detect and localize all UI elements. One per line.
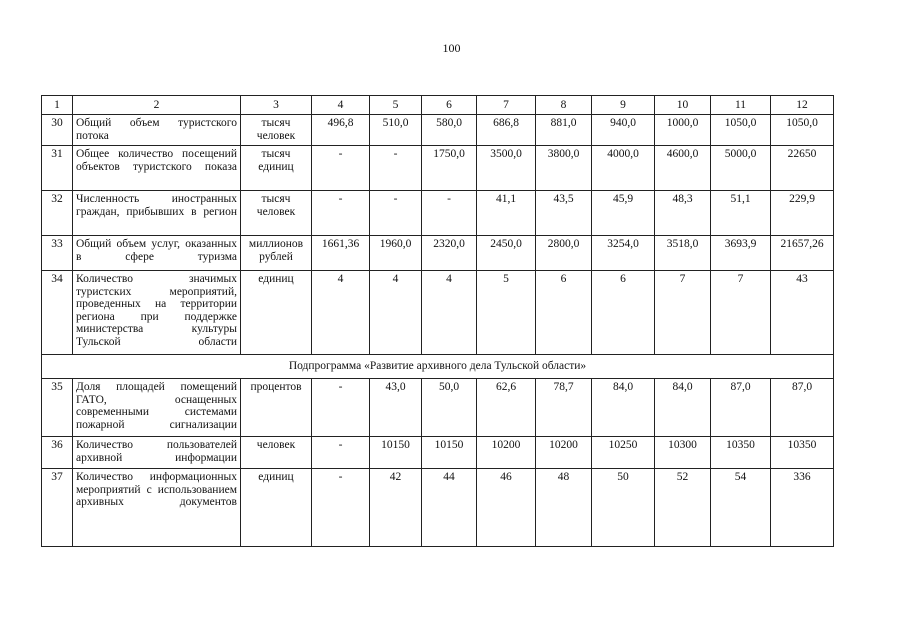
row-number: 35	[42, 379, 73, 437]
value-cell: 5000,0	[711, 146, 771, 191]
indicator-name: Общее количество посещений объектов туристского показа	[73, 146, 241, 191]
value-cell: 3254,0	[592, 236, 655, 271]
indicator-name: Численность иностранных граждан, прибывших в регион	[73, 191, 241, 236]
row-number: 30	[42, 115, 73, 146]
value-cell: 48,3	[655, 191, 711, 236]
column-number-header: 12	[771, 96, 834, 115]
value-cell: -	[312, 191, 370, 236]
value-cell: 2450,0	[477, 236, 536, 271]
column-number-header: 4	[312, 96, 370, 115]
value-cell: 940,0	[592, 115, 655, 146]
table-row	[42, 236, 834, 271]
value-cell: 50	[592, 469, 655, 547]
value-cell: 4	[422, 271, 477, 355]
value-cell: 881,0	[536, 115, 592, 146]
value-cell: 4	[370, 271, 422, 355]
value-cell: 686,8	[477, 115, 536, 146]
row-number: 33	[42, 236, 73, 271]
value-cell: 7	[655, 271, 711, 355]
value-cell: 10300	[655, 437, 711, 469]
page-number: 100	[442, 41, 461, 55]
table-body	[42, 96, 834, 547]
unit-of-measure: человек	[241, 437, 312, 469]
column-number-header: 10	[655, 96, 711, 115]
value-cell: 52	[655, 469, 711, 547]
column-number-header: 1	[42, 96, 73, 115]
value-cell: 22650	[771, 146, 834, 191]
value-cell: -	[312, 469, 370, 547]
value-cell: 62,6	[477, 379, 536, 437]
column-number-header: 6	[422, 96, 477, 115]
value-cell: 580,0	[422, 115, 477, 146]
value-cell: 4000,0	[592, 146, 655, 191]
value-cell: 2800,0	[536, 236, 592, 271]
table-row	[42, 115, 834, 146]
indicator-name: Количество пользователей архивной информации	[73, 437, 241, 469]
column-number-header: 7	[477, 96, 536, 115]
value-cell: 87,0	[771, 379, 834, 437]
value-cell: 2320,0	[422, 236, 477, 271]
value-cell: 1661,36	[312, 236, 370, 271]
value-cell: 5	[477, 271, 536, 355]
value-cell: 6	[536, 271, 592, 355]
value-cell: 229,9	[771, 191, 834, 236]
value-cell: 3500,0	[477, 146, 536, 191]
indicator-name: Количество значимых туристских мероприятий, проведенных на территории региона при поддержке министерства культуры Тульской области	[73, 271, 241, 355]
value-cell: 48	[536, 469, 592, 547]
indicator-name: Количество информационных мероприятий с использованием архивных документов	[73, 469, 241, 547]
table-row	[42, 469, 834, 547]
value-cell: 6	[592, 271, 655, 355]
table-row	[42, 271, 834, 355]
column-number-header: 3	[241, 96, 312, 115]
column-number-header: 2	[73, 96, 241, 115]
value-cell: -	[422, 191, 477, 236]
value-cell: 10200	[536, 437, 592, 469]
unit-of-measure: тысяч единиц	[241, 146, 312, 191]
value-cell: 44	[422, 469, 477, 547]
row-number: 32	[42, 191, 73, 236]
value-cell: 1050,0	[771, 115, 834, 146]
column-number-header: 11	[711, 96, 771, 115]
subprogram-title: Подпрограмма «Развитие архивного дела Тульской области»	[42, 355, 834, 379]
unit-of-measure: единиц	[241, 271, 312, 355]
column-number-header: 5	[370, 96, 422, 115]
value-cell: -	[370, 191, 422, 236]
value-cell: 46	[477, 469, 536, 547]
row-number: 36	[42, 437, 73, 469]
subprogram-row	[42, 355, 834, 379]
value-cell: 10250	[592, 437, 655, 469]
value-cell: 45,9	[592, 191, 655, 236]
row-number: 37	[42, 469, 73, 547]
value-cell: 4	[312, 271, 370, 355]
value-cell: 1750,0	[422, 146, 477, 191]
value-cell: -	[312, 437, 370, 469]
value-cell: 42	[370, 469, 422, 547]
value-cell: 1960,0	[370, 236, 422, 271]
value-cell: -	[312, 379, 370, 437]
value-cell: -	[312, 146, 370, 191]
indicator-name: Общий объем услуг, оказанных в сфере туризма	[73, 236, 241, 271]
value-cell: 51,1	[711, 191, 771, 236]
value-cell: 4600,0	[655, 146, 711, 191]
header-row	[42, 96, 834, 115]
table-row	[42, 191, 834, 236]
value-cell: 1000,0	[655, 115, 711, 146]
row-number: 31	[42, 146, 73, 191]
value-cell: 10150	[422, 437, 477, 469]
indicators-table	[41, 95, 834, 547]
value-cell: 336	[771, 469, 834, 547]
unit-of-measure: процентов	[241, 379, 312, 437]
value-cell: 87,0	[711, 379, 771, 437]
value-cell: 10350	[771, 437, 834, 469]
table-row	[42, 437, 834, 469]
value-cell: 43	[771, 271, 834, 355]
value-cell: 10150	[370, 437, 422, 469]
column-number-header: 9	[592, 96, 655, 115]
value-cell: 3800,0	[536, 146, 592, 191]
value-cell: 84,0	[592, 379, 655, 437]
indicator-name: Общий объем туристского потока	[73, 115, 241, 146]
value-cell: 41,1	[477, 191, 536, 236]
value-cell: 10200	[477, 437, 536, 469]
value-cell: -	[370, 146, 422, 191]
value-cell: 43,0	[370, 379, 422, 437]
value-cell: 43,5	[536, 191, 592, 236]
value-cell: 10350	[711, 437, 771, 469]
unit-of-measure: тысяч человек	[241, 115, 312, 146]
value-cell: 50,0	[422, 379, 477, 437]
value-cell: 496,8	[312, 115, 370, 146]
value-cell: 3518,0	[655, 236, 711, 271]
value-cell: 1050,0	[711, 115, 771, 146]
table-row	[42, 379, 834, 437]
value-cell: 510,0	[370, 115, 422, 146]
indicator-name: Доля площадей помещений ГАТО, оснащенных современными системами пожарной сигнализации	[73, 379, 241, 437]
value-cell: 7	[711, 271, 771, 355]
value-cell: 21657,26	[771, 236, 834, 271]
unit-of-measure: единиц	[241, 469, 312, 547]
value-cell: 78,7	[536, 379, 592, 437]
value-cell: 3693,9	[711, 236, 771, 271]
value-cell: 54	[711, 469, 771, 547]
unit-of-measure: тысяч человек	[241, 191, 312, 236]
column-number-header: 8	[536, 96, 592, 115]
row-number: 34	[42, 271, 73, 355]
table-row	[42, 146, 834, 191]
value-cell: 84,0	[655, 379, 711, 437]
unit-of-measure: миллионов рублей	[241, 236, 312, 271]
